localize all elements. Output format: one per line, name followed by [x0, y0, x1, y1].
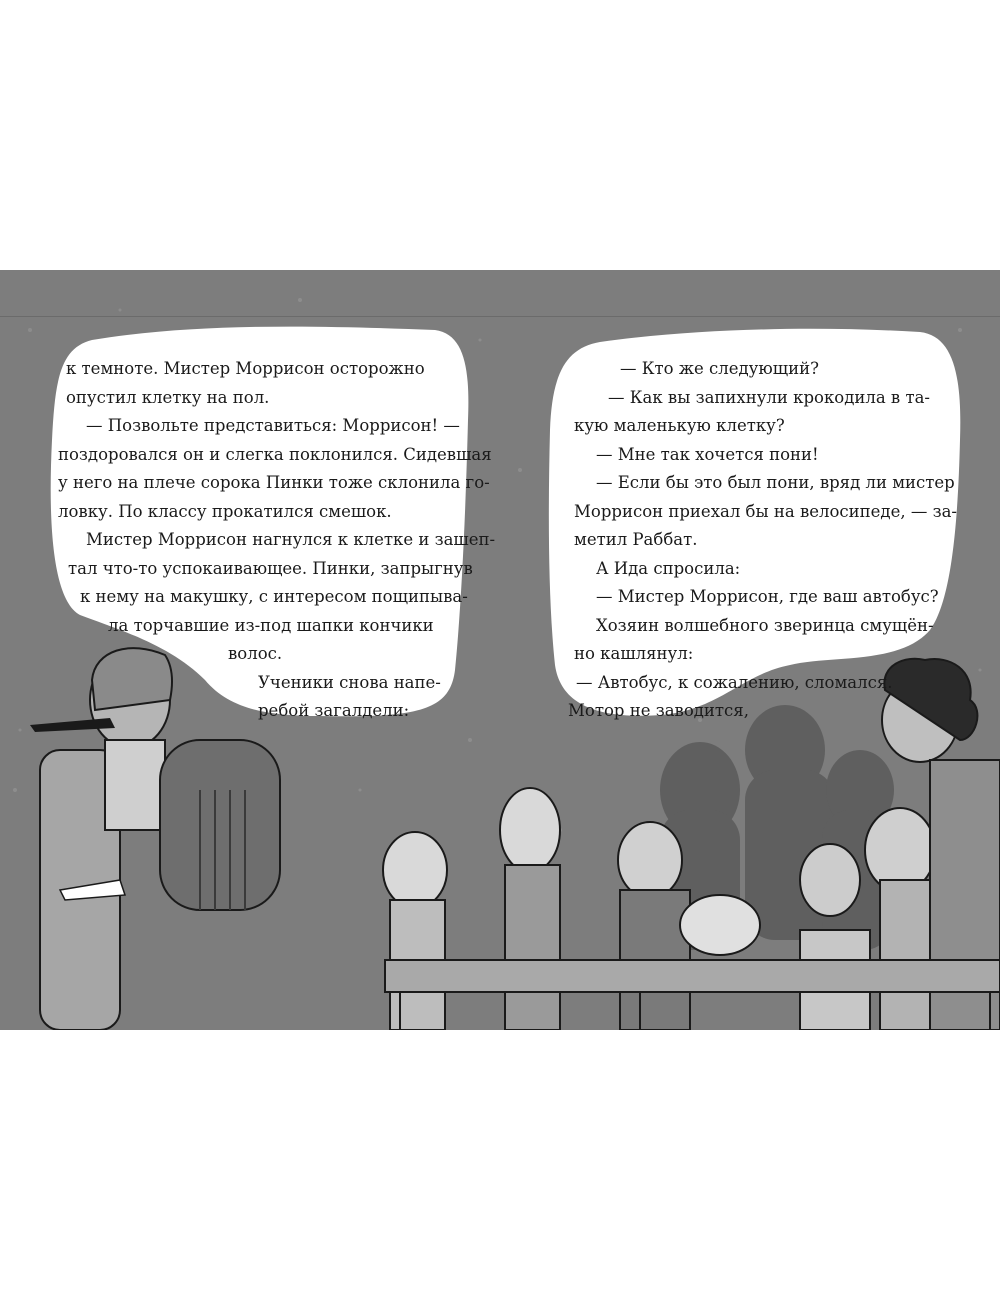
right-page-text — [568, 355, 957, 726]
text-line: метил Раббат. — [574, 530, 698, 549]
text-line: к нему на макушку, с интересом пощипыва- — [80, 587, 468, 606]
text-line: у него на плече сорока Пинки тоже склонила го- — [58, 473, 490, 492]
text-line: Ученики снова напе- — [258, 672, 441, 692]
text-line: — Мистер Моррисон, где ваш автобус? — [596, 587, 939, 606]
book-spread — [0, 270, 1000, 1030]
text-line: тал что-то успокаивающее. Пинки, запрыгнув — [68, 558, 473, 578]
text-line: ла торчавшие из-под шапки кончики — [108, 615, 434, 635]
left-page-text — [58, 355, 496, 726]
text-line: А Ида спросила: — [596, 558, 741, 578]
text-line: опустил клетку на пол. — [66, 387, 270, 407]
text-line: ловку. По классу прокатился смешок. — [58, 501, 392, 521]
text-line: Моррисон приехал бы на велосипеде, — за- — [574, 501, 957, 521]
text-line: — Если бы это был пони, вряд ли мистер — [596, 473, 955, 492]
text-line: но кашлянул: — [574, 644, 694, 663]
text-line: Хозяин волшебного зверинца смущён- — [596, 615, 934, 635]
text-line: ребой загалдели: — [258, 701, 410, 720]
text-line: — Мне так хочется пони! — [596, 444, 819, 464]
text-line: к темноте. Мистер Моррисон осторожно — [66, 359, 425, 378]
text-line: волос. — [228, 644, 283, 663]
text-line: — Позвольте представиться: Моррисон! — — [86, 416, 460, 435]
text-line: — Автобус, к сожалению, сломался. — [576, 672, 893, 692]
text-line: — Кто же следующий? — [620, 359, 819, 378]
text-line: Мотор не заводится, — [568, 701, 749, 720]
text-line: поздоровался он и слегка поклонился. Сидевшая — [58, 444, 492, 464]
text-line: кую маленькую клетку? — [574, 416, 785, 435]
text-line: Мистер Моррисон нагнулся к клетке и зашеп- — [86, 530, 496, 549]
text-line: — Как вы запихнули крокодила в та- — [608, 387, 930, 407]
